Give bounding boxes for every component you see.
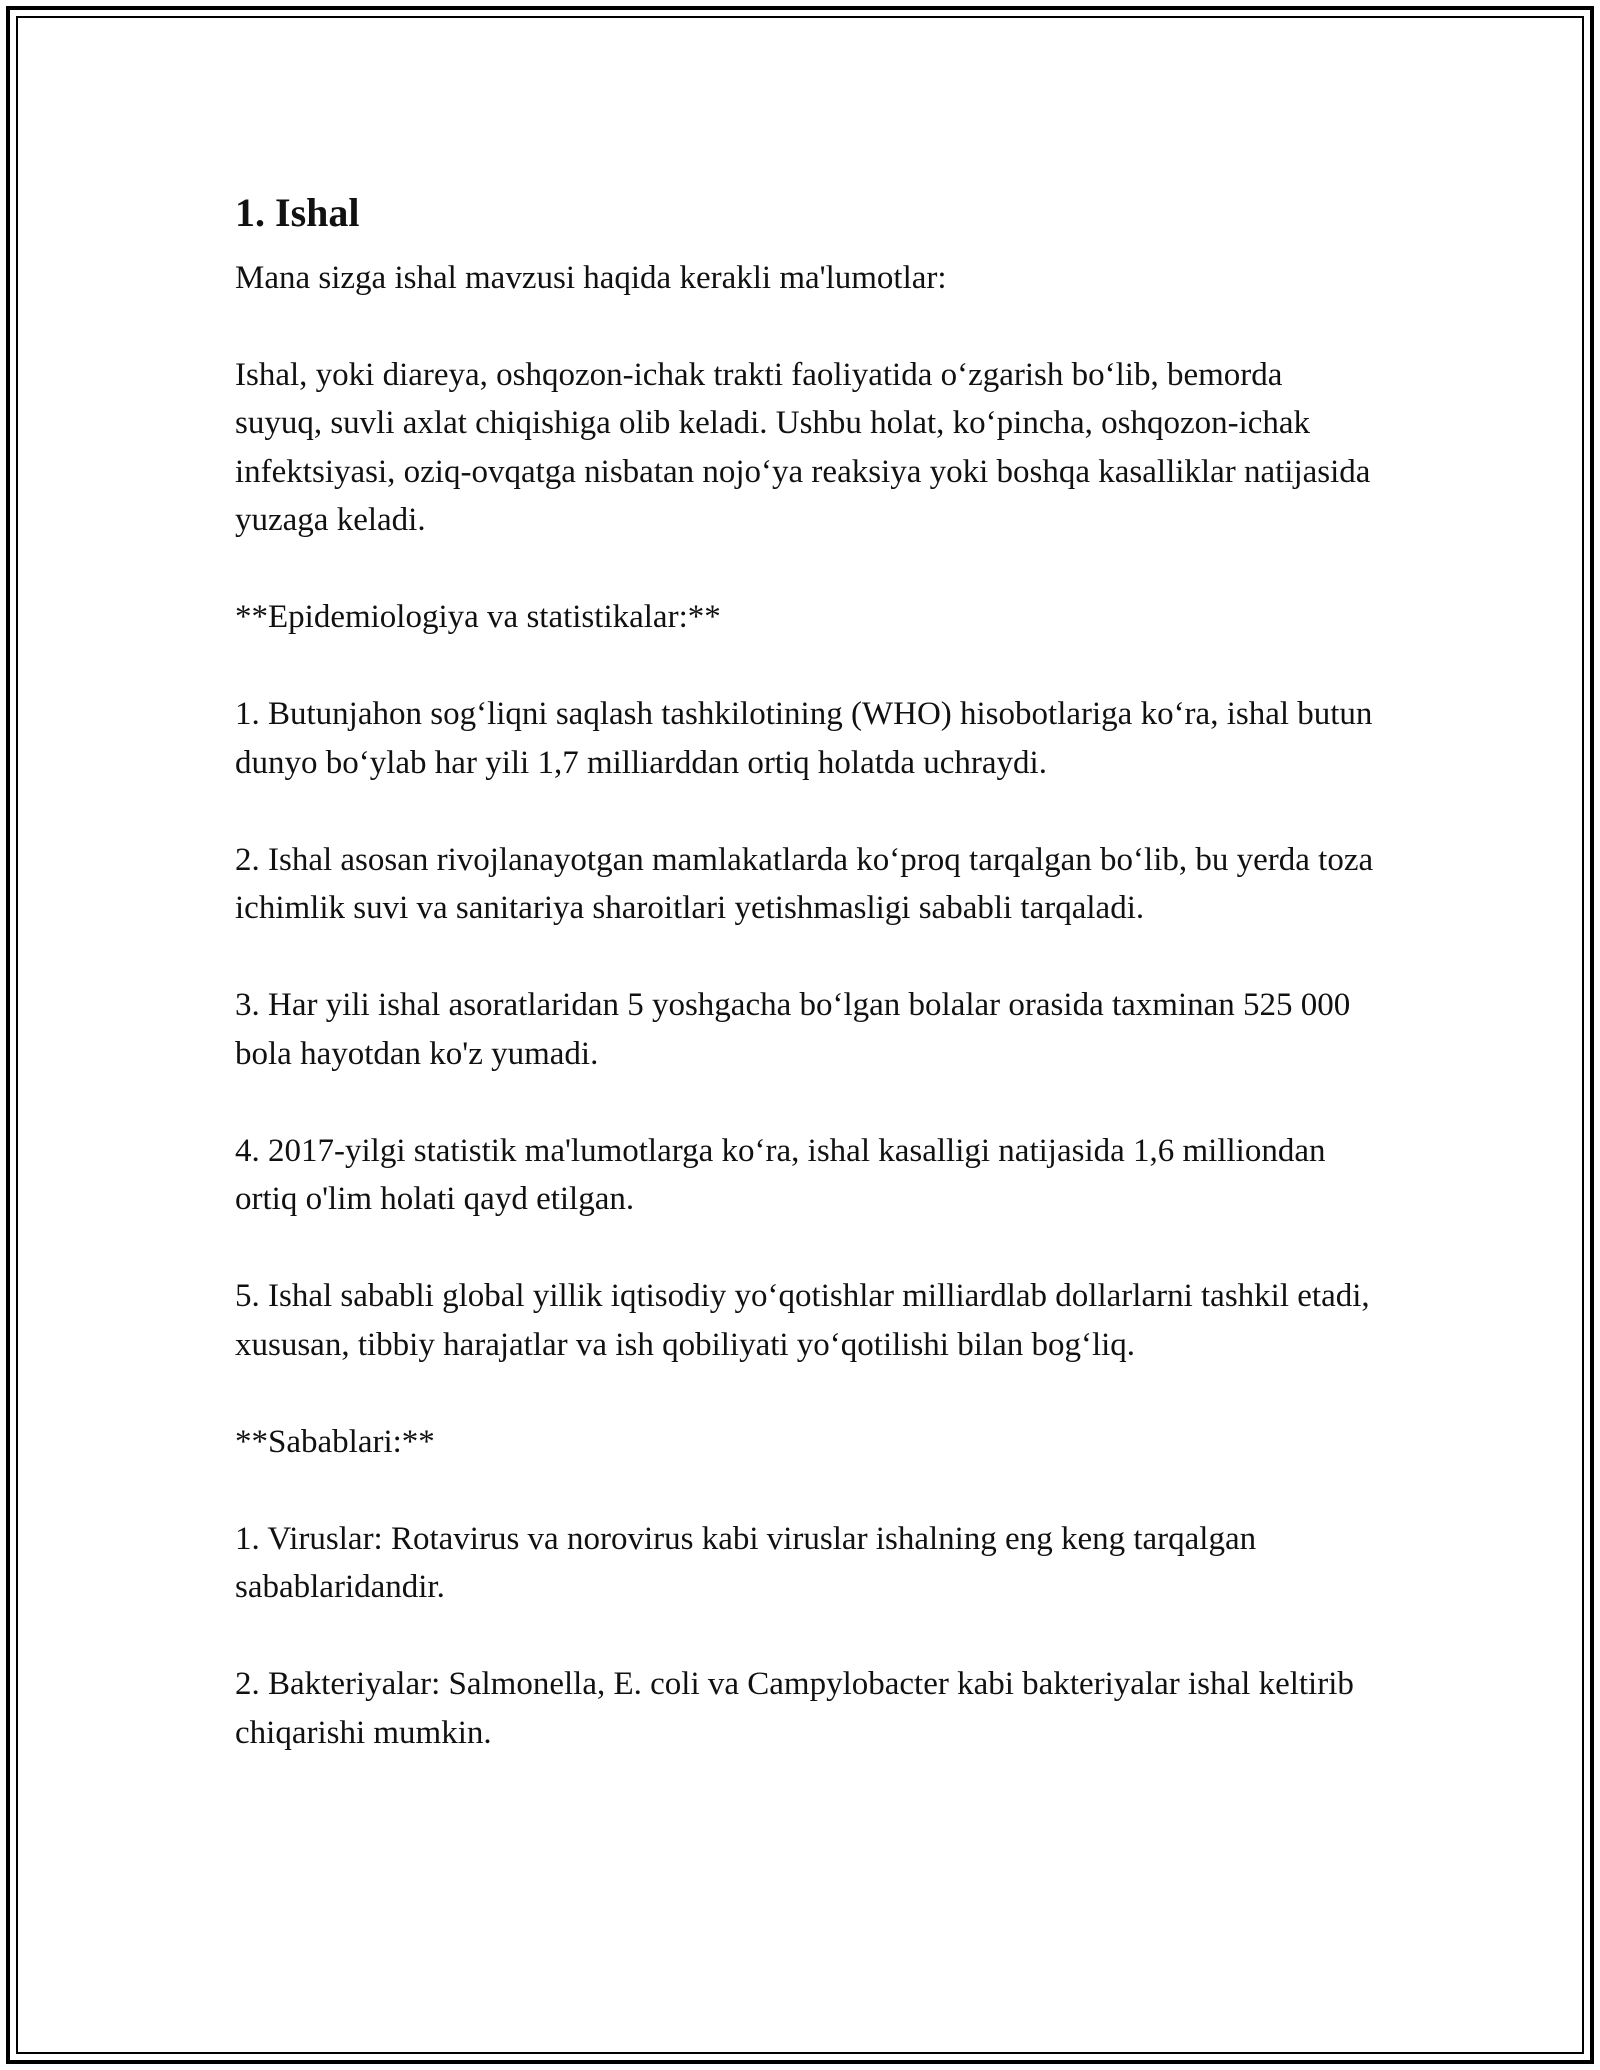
epidemiology-item-4: 4. 2017-yilgi statistik ma'lumotlarga ko‘ra, ishal kasalligi natijasida 1,6 milliondan ortiq o'lim holati qayd etilgan. bbox=[235, 1132, 1326, 1217]
section-heading: 1. Ishal bbox=[235, 190, 360, 235]
intro-paragraph: Mana sizga ishal mavzusi haqida kerakli ma'lumotlar: bbox=[235, 260, 947, 296]
epidemiology-item-5: 5. Ishal sababli global yillik iqtisodiy yo‘qotishlar milliardlab dollarlarni tashkil etadi, xususan, tibbiy harajatlar va ish qobiliyati yo‘qotilishi bilan bog‘liq. bbox=[235, 1278, 1370, 1363]
epidemiology-subheading: **Epidemiologiya va statistikalar:** bbox=[235, 599, 721, 635]
document-page bbox=[235, 185, 1375, 1806]
definition-paragraph: Ishal, yoki diareya, oshqozon-ichak trakti faoliyatida o‘zgarish bo‘lib, bemorda suyuq, suvli axlat chiqishiga olib keladi. Ushbu holat, ko‘pincha, oshqozon-ichak infektsiyasi, oziq-ovqatga nisbatan nojo‘ya reaksiya yoki boshqa kasalliklar natijasida yuzaga keladi. bbox=[235, 356, 1371, 538]
causes-item-1: 1. Viruslar: Rotavirus va norovirus kabi viruslar ishalning eng keng tarqalgan sabablaridandir. bbox=[235, 1520, 1257, 1605]
epidemiology-item-3: 3. Har yili ishal asoratlaridan 5 yoshgacha bo‘lgan bolalar orasida taxminan 525 000 bola hayotdan ko'z yumadi. bbox=[235, 987, 1351, 1072]
causes-item-2: 2. Bakteriyalar: Salmonella, E. coli va Campylobacter kabi bakteriyalar ishal keltirib chiqarishi mumkin. bbox=[235, 1666, 1354, 1751]
epidemiology-item-1: 1. Butunjahon sog‘liqni saqlash tashkilotining (WHO) hisobotlariga ko‘ra, ishal butun dunyo bo‘ylab har yili 1,7 milliarddan ortiq holatda uchraydi. bbox=[235, 696, 1373, 781]
epidemiology-item-2: 2. Ishal asosan rivojlanayotgan mamlakatlarda ko‘proq tarqalgan bo‘lib, bu yerda toza ichimlik suvi va sanitariya sharoitlari yetishmasligi sababli tarqaladi. bbox=[235, 841, 1374, 926]
causes-subheading: **Sabablari:** bbox=[235, 1423, 435, 1460]
